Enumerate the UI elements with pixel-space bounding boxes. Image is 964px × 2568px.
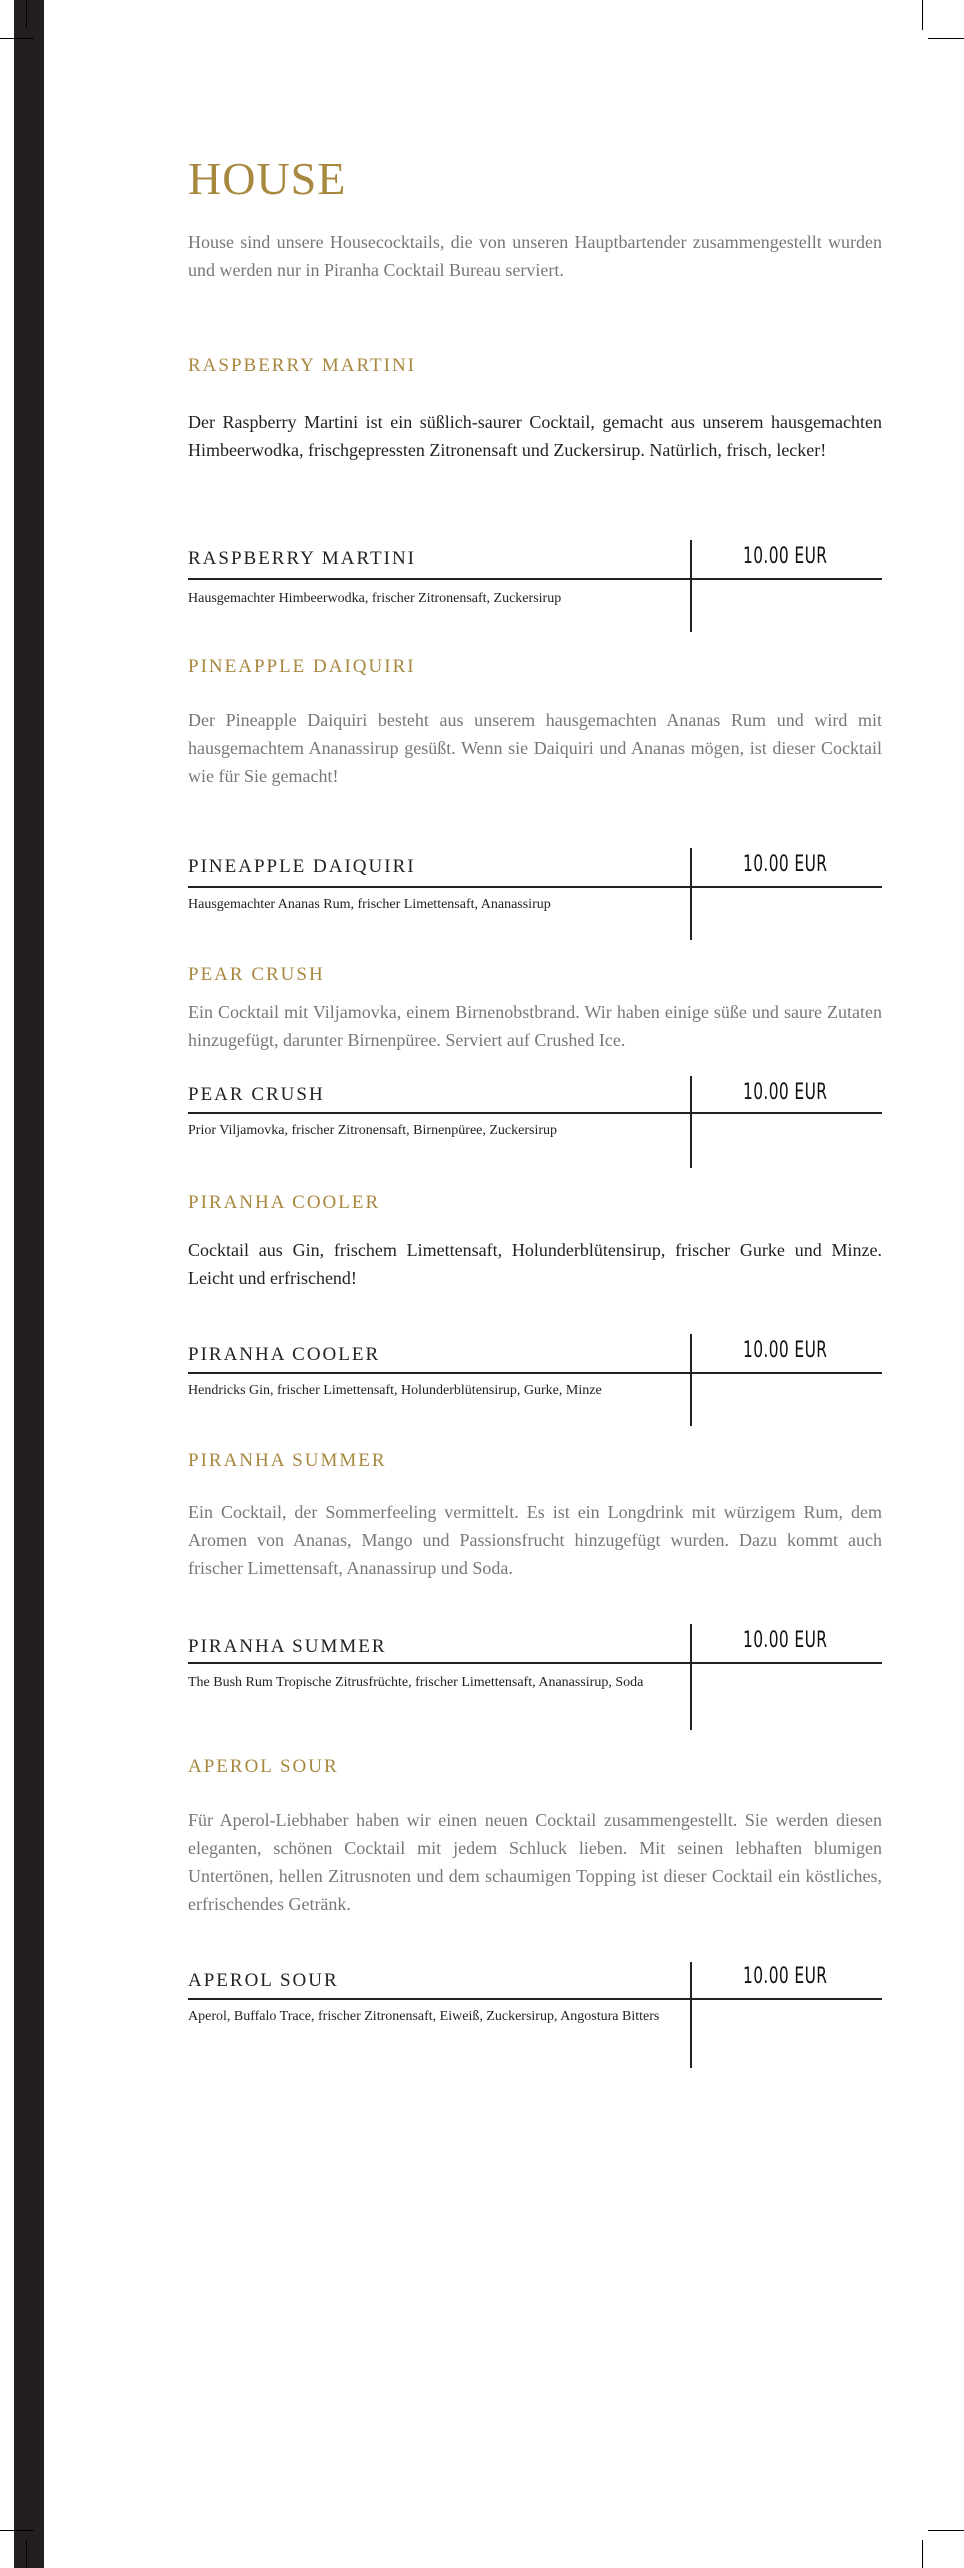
item-name: APEROL SOUR: [188, 1970, 339, 1991]
item-ingredients: Prior Viljamovka, frischer Zitronensaft, Birnenpüree, Zuckersirup: [188, 1123, 558, 1138]
crop-mark: [26, 2540, 27, 2568]
item-price: 10.00 EUR: [743, 1080, 828, 1105]
section-description: Ein Cocktail mit Viljamovka, einem Birnenobstbrand. Wir haben einige süße und saure Zutaten hinzugefügt, darunter Birnenpüree. Serviert auf Crushed Ice.: [188, 1002, 882, 1050]
divider: [690, 540, 692, 632]
divider: [188, 1998, 882, 2000]
divider: [690, 1334, 692, 1426]
item-price: 10.00 EUR: [743, 1628, 828, 1653]
item-ingredients: Hausgemachter Himbeerwodka, frischer Zitronensaft, Zuckersirup: [188, 591, 562, 606]
item-ingredients: Aperol, Buffalo Trace, frischer Zitronensaft, Eiweiß, Zuckersirup, Angostura Bitters: [188, 2009, 660, 2024]
section-description: Der Raspberry Martini ist ein süßlich-saurer Cocktail, gemacht aus unserem hausgemachten Himbeerwodka, frischgepressten Zitronensaft und Zuckersirup. Natürlich, frisch, lecker!: [188, 412, 882, 460]
section-description: Für Aperol-Liebhaber haben wir einen neuen Cocktail zusammengestellt. Sie werden diesen eleganten, schönen Cocktail mit jedem Schluck lieben. Mit seinen lebhaften blumigen Untertönen, hellen Zitrusnoten und dem schaumigen Topping ist dieser Cocktail ein köstliches, erfrischendes Getränk.: [188, 1810, 882, 1914]
item-price: 10.00 EUR: [743, 1338, 828, 1363]
item-name: RASPBERRY MARTINI: [188, 548, 416, 569]
divider: [188, 578, 882, 580]
item-name: PINEAPPLE DAIQUIRI: [188, 856, 416, 877]
crop-mark: [922, 0, 923, 30]
item-price: 10.00 EUR: [743, 544, 828, 569]
item-price: 10.00 EUR: [743, 1964, 828, 1989]
section-title: PIRANHA SUMMER: [188, 1450, 387, 1471]
crop-mark: [0, 38, 34, 39]
section-description: Ein Cocktail, der Sommerfeeling vermittelt. Es ist ein Longdrink mit würzigem Rum, dem Aromen von Ananas, Mango und Passionsfrucht hinzugefügt wurden. Dazu kommt auch frischer Limettensaft, Ananassirup und Soda.: [188, 1502, 882, 1578]
item-ingredients: Hendricks Gin, frischer Limettensaft, Holunderblütensirup, Gurke, Minze: [188, 1383, 602, 1398]
crop-mark: [0, 2530, 34, 2531]
divider: [690, 1076, 692, 1168]
divider: [188, 1112, 882, 1114]
divider: [690, 848, 692, 940]
section-title: PINEAPPLE DAIQUIRI: [188, 656, 416, 677]
item-ingredients: The Bush Rum Tropische Zitrusfrüchte, frischer Limettensaft, Ananassirup, Soda: [188, 1675, 644, 1690]
page-title: HOUSE: [188, 153, 347, 204]
item-ingredients: Hausgemachter Ananas Rum, frischer Limettensaft, Ananassirup: [188, 897, 551, 912]
divider: [188, 1662, 882, 1664]
section-title: APEROL SOUR: [188, 1756, 339, 1777]
item-name: PEAR CRUSH: [188, 1084, 325, 1105]
item-price: 10.00 EUR: [743, 852, 828, 877]
section-title: PEAR CRUSH: [188, 964, 325, 985]
item-name: PIRANHA SUMMER: [188, 1636, 387, 1657]
divider: [690, 1624, 692, 1730]
crop-mark: [928, 38, 964, 39]
divider: [690, 1962, 692, 2068]
section-title: RASPBERRY MARTINI: [188, 355, 416, 376]
item-name: PIRANHA COOLER: [188, 1344, 381, 1365]
left-border-bar: [14, 0, 44, 2568]
section-description: Der Pineapple Daiquiri besteht aus unserem hausgemachten Ananas Rum und wird mit hausgemachtem Ananassirup gesüßt. Wenn sie Daiquiri und Ananas mögen, ist dieser Cocktail wie für Sie gemacht!: [188, 710, 882, 786]
page-intro: House sind unsere Housecocktails, die von unseren Hauptbartender zusammengestellt wurden und werden nur in Piranha Cocktail Bureau serviert.: [188, 232, 882, 280]
crop-mark: [922, 2540, 923, 2568]
divider: [188, 886, 882, 888]
section-title: PIRANHA COOLER: [188, 1192, 381, 1213]
divider: [188, 1372, 882, 1374]
crop-mark: [26, 0, 27, 28]
crop-mark: [928, 2530, 964, 2531]
section-description: Cocktail aus Gin, frischem Limettensaft, Holunderblütensirup, frischer Gurke und Minze. Leicht und erfrischend!: [188, 1240, 882, 1288]
